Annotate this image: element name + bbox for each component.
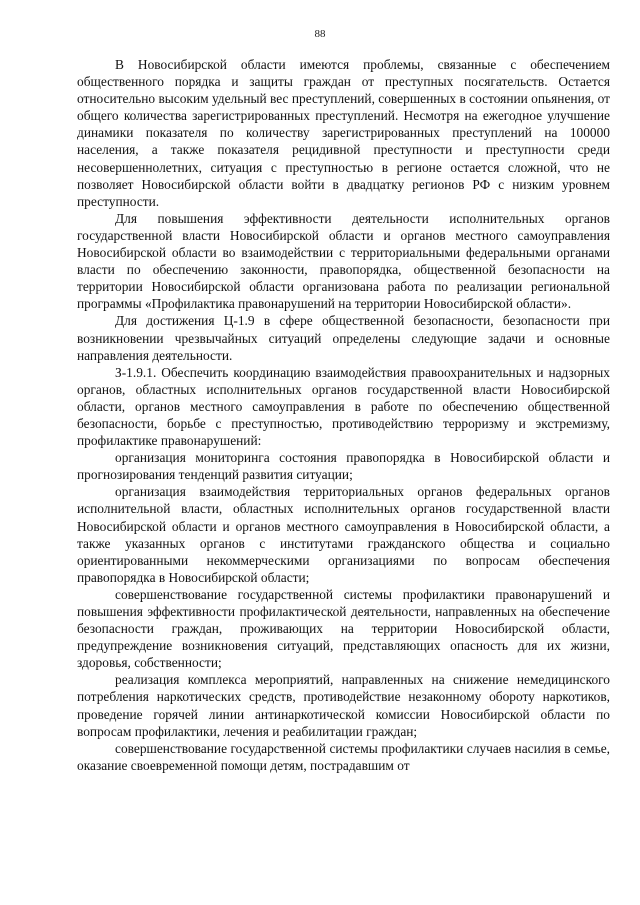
list-item: организация мониторинга состояния правопорядка в Новосибирской области и прогнозирования тенденций развития ситуации; [77,450,610,483]
list-item: реализация комплекса мероприятий, направленных на снижение немедицинского потребления наркотических средств, противодействие незаконному обороту наркотиков, проведение горячей линии антинаркотической комиссии Новосибирской области по вопросам профилактики, лечения и реабилитации граждан; [77,672,610,739]
page-number: 88 [314,28,326,40]
paragraph: Для достижения Ц-1.9 в сфере общественной безопасности, безопасности при возникновении чрезвычайных ситуаций определены следующие задачи и основные направления деятельности. [77,313,610,363]
list-item: совершенствование государственной системы профилактики правонарушений и повышения эффективности профилактической деятельности, направленных на обеспечение безопасности граждан, проживающих на территории Новосибирской области, предупреждение возникновения ситуаций, представляющих опасность для их жизни, здоровья, собственности; [77,586,610,671]
list-item: совершенствование государственной системы профилактики случаев насилия в семье, оказание своевременной помощи детям, пострадавшим от [77,740,610,773]
paragraph: З-1.9.1. Обеспечить координацию взаимодействия правоохранительных и надзорных органов, областных исполнительных органов государственной власти Новосибирской области, органов местного самоуправления в работе по обеспечению общественной безопасности, борьбе с преступностью, противодействию терроризму и экстремизму, профилактике правонарушений: [77,364,610,449]
body-text [77,56,610,774]
list-item: организация взаимодействия территориальных органов федеральных органов исполнительной власти, областных исполнительных органов государственной власти Новосибирской области и органов местного самоуправления в Новосибирской области, а также указанных органов с институтами гражданского общества и социально ориентированными некоммерческими организациями по вопросам обеспечения правопорядка в Новосибирской области; [77,484,610,585]
paragraph: В Новосибирской области имеются проблемы, связанные с обеспечением общественного порядка и защиты граждан от преступных посягательств. Остается относительно высоким удельный вес преступлений, совершенных в состоянии опьянения, от общего количества зарегистрированных преступлений. Несмотря на ежегодное улучшение динамики показателя по количеству зарегистрированных преступлений на 100000 населения, а также показателя рецидивной преступности и преступности среди несовершеннолетних, ситуация с преступностью в регионе остается сложной, что не позволяет Новосибирской области войти в двадцатку регионов РФ с низким уровнем преступности. [77,57,610,209]
paragraph: Для повышения эффективности деятельности исполнительных органов государственной власти Новосибирской области и органов местного самоуправления Новосибирской области во взаимодействии с территориальными федеральными органами власти по обеспечению законности, правопорядка, общественной безопасности на территории Новосибирской области организована работа по реализации региональной программы «Профилактика правонарушений на территории Новосибирской области». [77,210,610,312]
